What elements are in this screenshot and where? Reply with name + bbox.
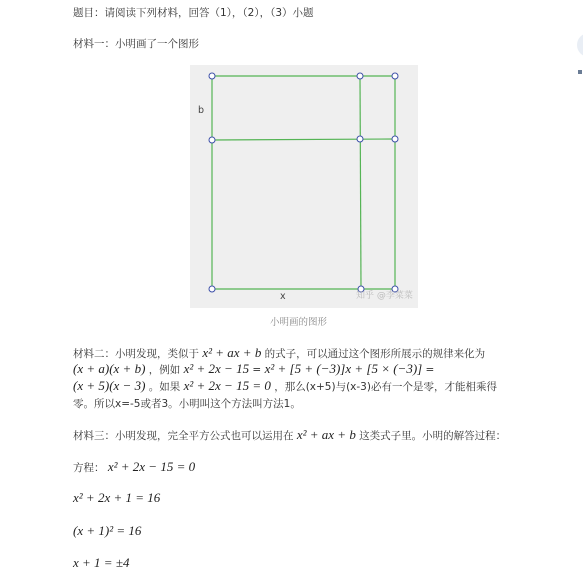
text: ，那么(x+5)与(x-3)必有一个是零，才能相乘得	[274, 381, 497, 393]
label-b: b	[198, 105, 205, 116]
solution-step4: x + 1 = ±4	[73, 555, 130, 570]
outer-rectangle	[212, 76, 395, 289]
math-expression: x² + 2x − 15 = 0	[183, 378, 271, 393]
vertex-point	[357, 136, 363, 142]
text: ，例如	[148, 364, 181, 376]
math-expression: x² + [5 + (−3)]x + [5 × (−3)]	[264, 361, 423, 376]
vertex-point	[209, 286, 215, 292]
text: 这类式子里。小明的解答过程：	[359, 430, 507, 442]
solution-step2: x² + 2x + 1 = 16	[73, 490, 161, 505]
text: =	[252, 364, 262, 376]
vertex-point	[209, 137, 215, 143]
material2-line1	[73, 345, 485, 361]
solution-step1	[73, 459, 195, 475]
text: 材料三：小明发现，完全平方公式也可以运用在	[73, 430, 294, 442]
text: 的式子，可以通过这个图形所展示的规律来化为	[264, 348, 486, 360]
vertical-divider	[360, 76, 361, 289]
side-avatar-bubble[interactable]	[577, 33, 583, 57]
label-x: x	[280, 291, 286, 302]
text: =	[425, 364, 435, 376]
material3-line	[73, 427, 506, 443]
math-expression: (x + a)(x + b)	[73, 361, 146, 376]
text: 。如果	[148, 381, 181, 393]
horizontal-divider	[212, 139, 395, 140]
vertex-point	[209, 73, 215, 79]
question-title: 题目：请阅读下列材料，回答（1），（2），（3）小题	[73, 7, 314, 19]
math-expression: (x + 5)(x − 3)	[73, 378, 146, 393]
vertex-point	[392, 136, 398, 142]
geometry-figure	[190, 65, 418, 308]
rectangle-diagram	[190, 65, 418, 308]
vertex-point	[392, 73, 398, 79]
vertex-point	[357, 73, 363, 79]
math-expression: x² + ax + b	[296, 427, 356, 442]
solution-step3: (x + 1)² = 16	[73, 523, 142, 538]
side-icon	[578, 70, 582, 74]
material2-line3	[73, 378, 497, 394]
solution-label: 方程：	[73, 462, 105, 474]
math-expression: x² + 2x − 15	[183, 361, 250, 376]
material2-line2	[73, 361, 434, 377]
material2-line4: 零。所以x=-5或者3。小明叫这个方法叫方法1。	[73, 398, 301, 410]
math-expression: x² + ax + b	[202, 345, 262, 360]
math-expression: x² + 2x − 15 = 0	[107, 459, 196, 474]
figure-caption: 小明画的图形	[270, 317, 328, 328]
text: 材料二：小明发现，类似于	[73, 348, 199, 360]
material1-heading: 材料一：小明画了一个图形	[73, 38, 199, 50]
watermark: 知乎 @李菜菜	[356, 291, 413, 301]
